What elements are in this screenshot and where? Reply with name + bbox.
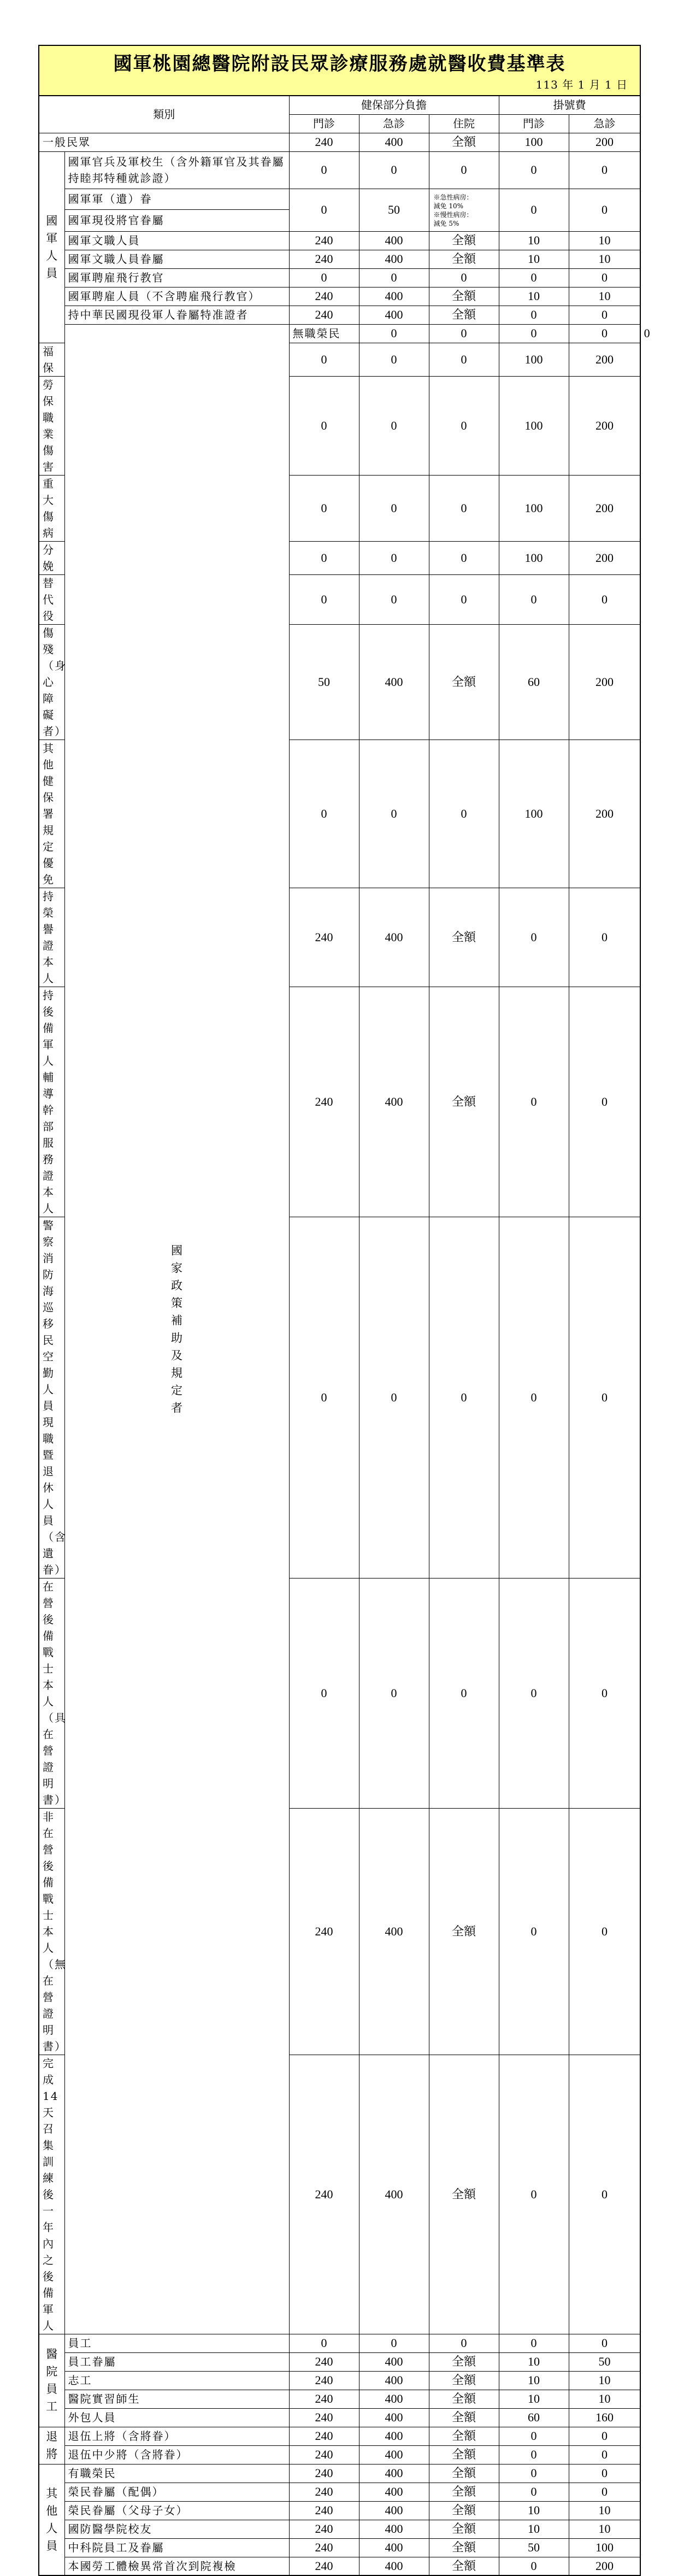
value-cell: 240 bbox=[289, 2464, 359, 2483]
value-cell: 0 bbox=[569, 2445, 640, 2464]
value-cell: 240 bbox=[289, 2371, 359, 2390]
group-label-policy bbox=[64, 324, 289, 2334]
value-cell: 0 bbox=[429, 151, 499, 189]
value-cell: 400 bbox=[359, 2520, 429, 2538]
table-row bbox=[39, 2352, 640, 2371]
value-cell: 240 bbox=[289, 133, 359, 151]
value-cell: 0 bbox=[569, 151, 640, 189]
value-cell: 400 bbox=[359, 2501, 429, 2520]
value-cell: 240 bbox=[289, 2501, 359, 2520]
value-cell: 160 bbox=[569, 2408, 640, 2427]
value-cell: 400 bbox=[359, 2538, 429, 2557]
value-cell: 400 bbox=[359, 2371, 429, 2390]
value-cell: 0 bbox=[499, 2557, 569, 2575]
table-row bbox=[39, 2464, 640, 2483]
value-cell: 0 bbox=[569, 2334, 640, 2352]
value-cell: 全額 bbox=[429, 2520, 499, 2538]
value-cell: 10 bbox=[569, 2501, 640, 2520]
row-label: 持榮譽證本人 bbox=[39, 888, 64, 987]
value-cell: 0 bbox=[289, 151, 359, 189]
value-cell: 全額 bbox=[429, 2464, 499, 2483]
value-cell: 240 bbox=[289, 2445, 359, 2464]
value-cell: 全額 bbox=[429, 250, 499, 268]
fee-table bbox=[38, 45, 650, 2576]
value-cell: 0 bbox=[429, 324, 499, 343]
group-label-char: 員 bbox=[46, 267, 58, 280]
row-label: 持後備軍人輔導幹部服務證本人 bbox=[39, 987, 64, 1217]
value-cell: 0 bbox=[359, 1578, 429, 1808]
table-row bbox=[39, 250, 640, 268]
header-category: 類別 bbox=[39, 96, 289, 133]
value-cell: 全額 bbox=[429, 2538, 499, 2557]
value-cell: 全額 bbox=[429, 2427, 499, 2445]
group-label-char: 員 bbox=[46, 2383, 58, 2396]
title-banner bbox=[39, 45, 640, 96]
value-cell: 0 bbox=[289, 541, 359, 574]
row-label: 國軍聘雇飛行教官 bbox=[64, 268, 289, 287]
value-cell: 100 bbox=[499, 376, 569, 475]
row-label: 完成 14 天召集訓練後一年內之後備軍人 bbox=[39, 2055, 64, 2334]
value-cell: 0 bbox=[499, 2483, 569, 2501]
value-cell: 0 bbox=[569, 2483, 640, 2501]
value-cell: 0 bbox=[429, 268, 499, 287]
value-cell: 50 bbox=[289, 624, 359, 740]
value-cell: 0 bbox=[499, 306, 569, 324]
row-label: 分娩 bbox=[39, 541, 64, 574]
table-row bbox=[39, 2501, 640, 2520]
value-cell: 10 bbox=[499, 2371, 569, 2390]
row-label: 重大傷病 bbox=[39, 475, 64, 541]
value-cell: 200 bbox=[569, 133, 640, 151]
value-cell: 240 bbox=[289, 287, 359, 306]
value-cell: 0 bbox=[359, 343, 429, 376]
value-cell: 200 bbox=[569, 2557, 640, 2575]
group-label-char: 軍 bbox=[46, 232, 58, 245]
table-row bbox=[39, 2390, 640, 2408]
group-label-char: 員 bbox=[46, 2539, 58, 2552]
value-cell: 0 bbox=[429, 343, 499, 376]
value-cell: 200 bbox=[569, 624, 640, 740]
header-emergency: 急診 bbox=[359, 114, 429, 133]
value-cell: 0 bbox=[569, 1808, 640, 2055]
group-label-char: 助 bbox=[171, 1331, 182, 1345]
value-cell: 200 bbox=[569, 343, 640, 376]
value-cell: 0 bbox=[499, 987, 569, 1217]
row-label: 國軍現役將官眷屬 bbox=[64, 209, 289, 231]
table-row bbox=[39, 2334, 640, 2352]
value-cell: 0 bbox=[499, 189, 569, 231]
value-cell: 10 bbox=[499, 2501, 569, 2520]
value-cell: 0 bbox=[289, 475, 359, 541]
value-cell: 0 bbox=[289, 2334, 359, 2352]
value-cell: 240 bbox=[289, 1808, 359, 2055]
value-cell: 50 bbox=[359, 189, 429, 231]
value-cell: 400 bbox=[359, 2352, 429, 2371]
value-cell: 0 bbox=[569, 987, 640, 1217]
fee-schedule-document bbox=[38, 45, 650, 2576]
note-line: 減免 10% bbox=[433, 202, 463, 210]
table-row bbox=[39, 2408, 640, 2427]
value-cell: 0 bbox=[499, 1217, 569, 1578]
value-cell: 0 bbox=[359, 324, 429, 343]
row-label: 在營後備戰士本人（具在營證明書） bbox=[39, 1578, 64, 1808]
value-cell: 全額 bbox=[429, 2055, 499, 2334]
table-row bbox=[39, 2520, 640, 2538]
value-cell: 0 bbox=[359, 475, 429, 541]
value-cell: 100 bbox=[499, 133, 569, 151]
row-label: 國軍軍（遺）眷 bbox=[64, 189, 289, 209]
group-label-char: 策 bbox=[171, 1296, 182, 1310]
value-cell: 0 bbox=[429, 740, 499, 888]
value-cell: 400 bbox=[359, 306, 429, 324]
row-label: 國軍官兵及軍校生（含外籍軍官及其眷屬持睦邦特種就診證） bbox=[64, 151, 289, 189]
row-label: 員工 bbox=[64, 2334, 289, 2352]
value-cell: 240 bbox=[289, 231, 359, 250]
group-label-char: 國 bbox=[171, 1243, 182, 1257]
value-cell: 240 bbox=[289, 2408, 359, 2427]
value-cell: 240 bbox=[289, 306, 359, 324]
value-cell: 0 bbox=[359, 541, 429, 574]
value-cell: 240 bbox=[289, 987, 359, 1217]
group-label-char: 國 bbox=[46, 214, 58, 227]
table-row bbox=[39, 151, 640, 189]
value-cell: 10 bbox=[569, 231, 640, 250]
row-label: 退伍中少將（含將眷） bbox=[64, 2445, 289, 2464]
value-cell: 全額 bbox=[429, 306, 499, 324]
value-cell: 0 bbox=[359, 1217, 429, 1578]
row-label: 福保 bbox=[39, 343, 64, 376]
value-cell: 10 bbox=[499, 2352, 569, 2371]
value-cell: 0 bbox=[499, 1808, 569, 2055]
value-cell: 0 bbox=[429, 2334, 499, 2352]
value-cell: 全額 bbox=[429, 2557, 499, 2575]
group-label-char: 人 bbox=[46, 2521, 58, 2535]
value-cell: 0 bbox=[569, 2464, 640, 2483]
row-label: 國軍聘雇人員（不含聘雇飛行教官） bbox=[64, 287, 289, 306]
value-cell: 0 bbox=[429, 1217, 499, 1578]
value-cell: 0 bbox=[289, 574, 359, 624]
row-label: 持中華民國現役軍人眷屬特准證者 bbox=[64, 306, 289, 324]
table-row bbox=[39, 2427, 640, 2445]
table-row bbox=[39, 133, 640, 151]
value-cell: 400 bbox=[359, 2557, 429, 2575]
value-cell: 400 bbox=[359, 2464, 429, 2483]
value-cell: 0 bbox=[569, 2427, 640, 2445]
value-cell: 0 bbox=[569, 268, 640, 287]
value-cell: 0 bbox=[499, 2464, 569, 2483]
value-cell: 0 bbox=[569, 574, 640, 624]
value-cell: 400 bbox=[359, 287, 429, 306]
note-line: ※慢性病房： bbox=[433, 211, 473, 219]
value-cell: 全額 bbox=[429, 133, 499, 151]
value-cell: 50 bbox=[569, 2352, 640, 2371]
group-label-char: 他 bbox=[46, 2504, 58, 2518]
row-label: 退伍上將（含將眷） bbox=[64, 2427, 289, 2445]
group-label-military bbox=[39, 151, 64, 343]
value-cell: 0 bbox=[569, 324, 640, 343]
value-cell: 10 bbox=[499, 2520, 569, 2538]
value-cell: 400 bbox=[359, 231, 429, 250]
value-cell: 0 bbox=[429, 574, 499, 624]
value-cell: 100 bbox=[499, 541, 569, 574]
value-cell: 100 bbox=[499, 740, 569, 888]
inpatient-discount-note bbox=[429, 189, 499, 231]
value-cell: 100 bbox=[499, 475, 569, 541]
value-cell: 全額 bbox=[429, 2352, 499, 2371]
group-label-char: 人 bbox=[46, 249, 58, 262]
value-cell: 200 bbox=[569, 740, 640, 888]
value-cell: 240 bbox=[289, 2538, 359, 2557]
value-cell: 400 bbox=[359, 250, 429, 268]
value-cell: 60 bbox=[499, 2408, 569, 2427]
value-cell: 400 bbox=[359, 2483, 429, 2501]
value-cell: 全額 bbox=[429, 888, 499, 987]
value-cell: 0 bbox=[499, 268, 569, 287]
value-cell: 10 bbox=[499, 287, 569, 306]
row-label: 榮民眷屬（配偶） bbox=[64, 2483, 289, 2501]
value-cell: 240 bbox=[289, 2055, 359, 2334]
table-row bbox=[39, 231, 640, 250]
value-cell: 0 bbox=[359, 376, 429, 475]
value-cell: 0 bbox=[429, 1578, 499, 1808]
effective-date: 113 年 1 月 1 日 bbox=[535, 78, 628, 91]
row-label: 替代役 bbox=[39, 574, 64, 624]
value-cell: 全額 bbox=[429, 2501, 499, 2520]
value-cell: 0 bbox=[289, 740, 359, 888]
row-label: 本國勞工體檢異常首次到院複檢 bbox=[64, 2557, 289, 2575]
table-row bbox=[39, 2483, 640, 2501]
value-cell: 400 bbox=[359, 2390, 429, 2408]
row-label: 外包人員 bbox=[64, 2408, 289, 2427]
value-cell: 0 bbox=[359, 574, 429, 624]
row-label: 志工 bbox=[64, 2371, 289, 2390]
group-label-char: 者 bbox=[171, 1401, 182, 1415]
group-label-char: 院 bbox=[46, 2365, 58, 2378]
table-row bbox=[39, 2557, 640, 2575]
value-cell: 240 bbox=[289, 2557, 359, 2575]
value-cell: 50 bbox=[499, 2538, 569, 2557]
table-row bbox=[39, 2371, 640, 2390]
value-cell: 240 bbox=[289, 2390, 359, 2408]
value-cell: 全額 bbox=[429, 2483, 499, 2501]
group-label-char: 補 bbox=[171, 1313, 182, 1327]
value-cell: 0 bbox=[429, 475, 499, 541]
value-cell: 400 bbox=[359, 2055, 429, 2334]
value-cell: 400 bbox=[359, 1808, 429, 2055]
value-cell: 60 bbox=[499, 624, 569, 740]
row-label: 員工眷屬 bbox=[64, 2352, 289, 2371]
row-label: 國軍文職人員 bbox=[64, 231, 289, 250]
value-cell: 100 bbox=[569, 2538, 640, 2557]
value-cell: 0 bbox=[499, 574, 569, 624]
row-label: 其他健保署規定優免 bbox=[39, 740, 64, 888]
value-cell: 0 bbox=[499, 2427, 569, 2445]
value-cell: 400 bbox=[359, 133, 429, 151]
value-cell: 0 bbox=[359, 2334, 429, 2352]
group-label-char: 工 bbox=[46, 2400, 58, 2413]
value-cell: 0 bbox=[289, 268, 359, 287]
value-cell: 0 bbox=[499, 888, 569, 987]
value-cell: 240 bbox=[289, 2520, 359, 2538]
value-cell: 0 bbox=[359, 740, 429, 888]
header-nhi-copay: 健保部分負擔 bbox=[289, 96, 499, 114]
value-cell: 0 bbox=[289, 1578, 359, 1808]
value-cell: 200 bbox=[569, 541, 640, 574]
value-cell: 0 bbox=[569, 1578, 640, 1808]
row-label: 醫院實習師生 bbox=[64, 2390, 289, 2408]
value-cell: 0 bbox=[289, 343, 359, 376]
value-cell: 400 bbox=[359, 888, 429, 987]
value-cell: 240 bbox=[289, 2352, 359, 2371]
value-cell: 0 bbox=[359, 151, 429, 189]
value-cell: 10 bbox=[499, 2390, 569, 2408]
note-line: ※急性病房： bbox=[433, 193, 473, 201]
group-label-char: 將 bbox=[46, 2448, 58, 2461]
value-cell: 0 bbox=[499, 151, 569, 189]
value-cell: 0 bbox=[569, 189, 640, 231]
value-cell: 全額 bbox=[429, 287, 499, 306]
row-label: 警察消防海巡移民空勤人員現職暨退休人員（含遺眷） bbox=[39, 1217, 64, 1578]
value-cell: 10 bbox=[499, 231, 569, 250]
value-cell: 400 bbox=[359, 2445, 429, 2464]
header-inpatient: 住院 bbox=[429, 114, 499, 133]
group-label-char: 定 bbox=[171, 1383, 182, 1397]
value-cell: 全額 bbox=[429, 1808, 499, 2055]
value-cell: 240 bbox=[289, 2483, 359, 2501]
value-cell: 0 bbox=[429, 376, 499, 475]
value-cell: 10 bbox=[499, 250, 569, 268]
group-label-char: 退 bbox=[46, 2430, 58, 2443]
value-cell: 全額 bbox=[429, 624, 499, 740]
value-cell: 400 bbox=[359, 2427, 429, 2445]
value-cell: 10 bbox=[569, 2371, 640, 2390]
group-label-char: 其 bbox=[46, 2486, 58, 2500]
value-cell: 400 bbox=[359, 987, 429, 1217]
value-cell: 0 bbox=[289, 1217, 359, 1578]
value-cell: 全額 bbox=[429, 2371, 499, 2390]
value-cell: 10 bbox=[569, 2390, 640, 2408]
value-cell: 200 bbox=[569, 475, 640, 541]
value-cell: 0 bbox=[569, 2055, 640, 2334]
table-row bbox=[39, 2538, 640, 2557]
row-label: 傷殘（身心障礙者） bbox=[39, 624, 64, 740]
header-reg-emergency: 急診 bbox=[569, 114, 640, 133]
value-cell: 全額 bbox=[429, 231, 499, 250]
group-label-hospital-staff bbox=[39, 2334, 64, 2427]
value-cell: 240 bbox=[289, 250, 359, 268]
header-outpatient: 門診 bbox=[289, 114, 359, 133]
value-cell: 0 bbox=[569, 1217, 640, 1578]
table-row bbox=[39, 268, 640, 287]
group-label-char: 醫 bbox=[46, 2348, 58, 2361]
row-label: 中科院員工及眷屬 bbox=[64, 2538, 289, 2557]
row-label: 無職榮民 bbox=[289, 324, 359, 343]
document-title: 國軍桃園總醫院附設民眾診療服務處就醫收費基準表 bbox=[113, 53, 566, 75]
value-cell: 240 bbox=[289, 888, 359, 987]
row-label: 有職榮民 bbox=[64, 2464, 289, 2483]
value-cell: 0 bbox=[569, 306, 640, 324]
value-cell: 0 bbox=[499, 2055, 569, 2334]
value-cell: 0 bbox=[569, 888, 640, 987]
table-row bbox=[39, 189, 640, 209]
value-cell: 10 bbox=[569, 287, 640, 306]
row-label: 一般民眾 bbox=[39, 133, 289, 151]
value-cell: 10 bbox=[569, 250, 640, 268]
value-cell: 全額 bbox=[429, 2445, 499, 2464]
group-label-others bbox=[39, 2464, 64, 2575]
table-row bbox=[39, 306, 640, 324]
group-label-char: 政 bbox=[171, 1278, 182, 1292]
value-cell: 200 bbox=[569, 376, 640, 475]
value-cell: 0 bbox=[499, 1578, 569, 1808]
table-row: 國 家 政 策 補 助 及 規 定 者 無職榮民 0 0 0 0 0 bbox=[39, 324, 640, 343]
value-cell: 0 bbox=[359, 268, 429, 287]
row-label: 國防醫學院校友 bbox=[64, 2520, 289, 2538]
value-cell: 0 bbox=[499, 2334, 569, 2352]
group-label-char: 家 bbox=[171, 1261, 182, 1275]
value-cell: 0 bbox=[499, 324, 569, 343]
row-label: 國軍文職人員眷屬 bbox=[64, 250, 289, 268]
row-label: 非在營後備戰士本人（無在營證明書） bbox=[39, 1808, 64, 2055]
value-cell: 0 bbox=[499, 2445, 569, 2464]
header-registration-fee: 掛號費 bbox=[499, 96, 640, 114]
value-cell: 100 bbox=[499, 343, 569, 376]
value-cell: 0 bbox=[289, 189, 359, 231]
table-row bbox=[39, 2445, 640, 2464]
group-label-char: 及 bbox=[171, 1348, 182, 1362]
table-row bbox=[39, 287, 640, 306]
value-cell: 0 bbox=[289, 376, 359, 475]
value-cell: 全額 bbox=[429, 2390, 499, 2408]
note-line: 減免 5% bbox=[433, 220, 459, 227]
value-cell: 0 bbox=[429, 541, 499, 574]
value-cell: 全額 bbox=[429, 987, 499, 1217]
group-label-char: 規 bbox=[171, 1366, 182, 1380]
value-cell: 400 bbox=[359, 624, 429, 740]
value-cell: 全額 bbox=[429, 2408, 499, 2427]
value-cell: 400 bbox=[359, 2408, 429, 2427]
header-reg-outpatient: 門診 bbox=[499, 114, 569, 133]
group-label-retired-generals bbox=[39, 2427, 64, 2464]
row-label: 榮民眷屬（父母子女） bbox=[64, 2501, 289, 2520]
row-label: 勞保職業傷害 bbox=[39, 376, 64, 475]
value-cell: 240 bbox=[289, 2427, 359, 2445]
value-cell: 10 bbox=[569, 2520, 640, 2538]
